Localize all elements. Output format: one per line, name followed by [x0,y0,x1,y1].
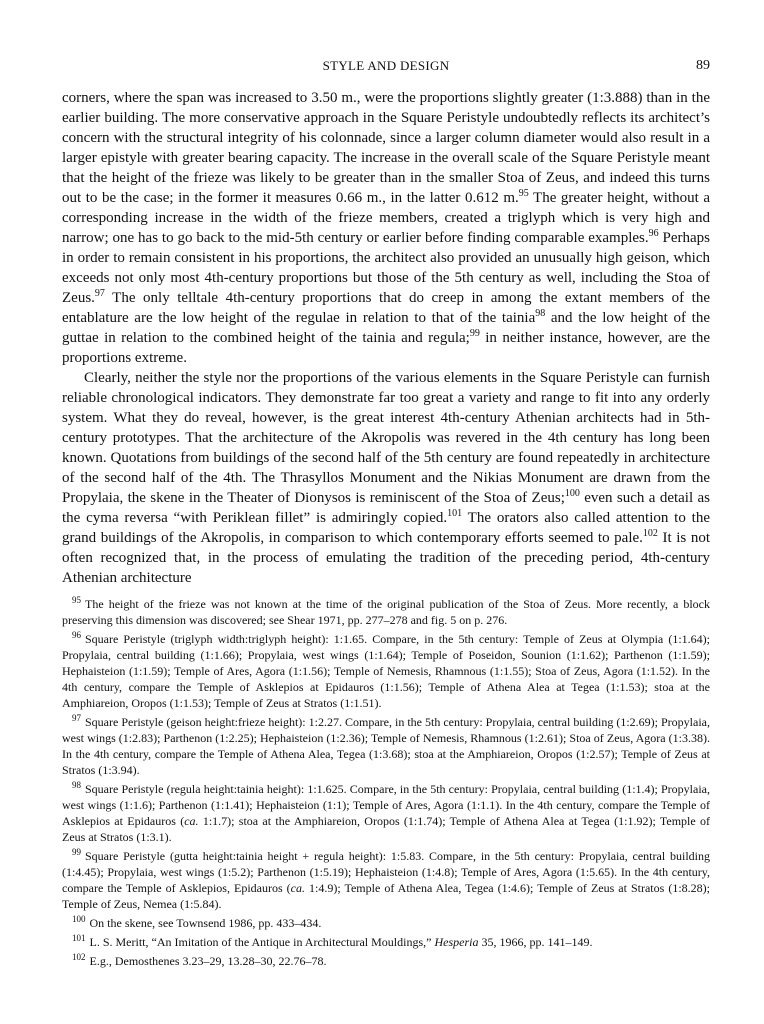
footnote-number: 96 [72,630,81,640]
paragraph-2 [62,368,710,588]
text-run: 1:1.7); stoa at the Amphiareion, Oropos (1:1.74); Temple of Athena Alea at Tegea (1:1.92); Temple of Zeus at Stratos (1:3.1). [62,814,711,844]
text-run: even such a detail as the cyma reversa “with Periklean fillet” is admiringly copied. [62,490,711,526]
footnote [62,915,710,931]
footnote-number: 100 [72,914,86,924]
footnote-ref[interactable]: 101 [447,508,463,519]
footnote-ref[interactable]: 95 [518,188,529,199]
text-run: Square Peristyle (regula height:tainia height): 1:1.625. Compare, in the 5th century: Propylaia, central building (1:1.4); Propylaia, west wings (1:1.6); Parthenon (1:1.41); Hephaisteion (1:1); Temple of Ares, Agora (1:1.1). In the 4th century, compare the Temple of Asklepios at Epidauros ( [62,782,710,828]
footnote [62,714,710,778]
text-run: 1:4.9); Temple of Athena Alea, Tegea (1:4.6); Temple of Zeus at Stratos (1:8.28); Temple of Zeus, Nemea (1:5.84). [62,881,710,911]
footnote-ref[interactable]: 97 [94,288,105,299]
text-run: corners, where the span was increased to 3.50 m., were the proportions slightly greater (1:3.888) than in the earlier building. The more conservative approach in the Square Peristyle undoubtedly reflects its architect’s concern with the structural integrity of his colonnade, since a larger column diameter would also result in a larger epistyle with greater bearing capacity. The increase in the overall scale of the Square Peristyle meant that the height of the frieze was likely to be greater than in the smaller Stoa of Zeus, and indeed this turns out to be the case; in the former it measures 0.66 m., in the latter 0.612 m. [62,90,710,206]
footnote [62,934,710,950]
footnote [62,953,710,969]
text-run: in neither instance, however, are the proportions extreme. [62,330,711,366]
footnote-ref[interactable]: 100 [564,488,580,499]
text-run: On the skene, see Townsend 1986, pp. 433–434. [89,916,322,930]
text-run: The orators also called attention to the grand buildings of the Akropolis, in comparison to which contemporary efforts seemed to pale. [62,510,710,546]
text-run: The height of the frieze was not known at the time of the original publication of the Stoa of Zeus. More recently, a block preserving this dimension was discovered; see Shear 1971, pp. 277–278 and fig. 5 on p. 276. [62,597,710,627]
text-run: E.g., Demosthenes 3.23–29, 13.28–30, 22.76–78. [89,954,327,968]
text-run: Square Peristyle (gutta height:tainia height + regula height): 1:5.83. Compare, in the 5th century: Propylaia, central building (1:4.45); Propylaia, west wings (1:5.2); Parthenon (1:5.19); Hephaisteion (1:4.8); Temple of Ares, Agora (1:5.65). In the 4th century, compare the Temple of Asklepios, Epidauros ( [62,849,710,895]
footnote-ref[interactable]: 96 [648,228,659,239]
text-run: L. S. Meritt, “An Imitation of the Antique in Architectural Mouldings,” [89,935,435,949]
text-run: and the low height of the guttae in relation to the combined height of the tainia and regula; [62,310,710,346]
footnotes [62,596,710,972]
italic-text: ca. [290,881,305,895]
text-run: It is not often recognized that, in the process of emulating the tradition of the preceding period, 4th-century Athenian architecture [62,530,711,586]
italic-text: ca. [184,814,199,828]
footnote [62,781,710,845]
paragraph-1 [62,88,710,368]
text-run: Clearly, neither the style nor the proportions of the various elements in the Square Peristyle can furnish reliable chronological indicators. They demonstrate far too great a variety and range to fit into any orderly system. What they do reveal, however, is the great interest 4th-century Athenian architects had in 5th-century prototypes. That the architecture of the Akropolis was revered in the 4th century has long been known. Quotations from buildings of the second half of the 5th century are found repeatedly in architecture of the second half of the 4th. The Thrasyllos Monument and the Nikias Monument are drawn from the Propylaia, the skene in the Theater of Dionysos is reminiscent of the Stoa of Zeus; [62,370,710,506]
footnote [62,848,710,912]
footnote-number: 95 [72,595,81,605]
footnote-number: 97 [72,713,81,723]
text-run: The greater height, without a corresponding increase in the width of the frieze members, created a triglyph which is very high and narrow; one has to go back to the mid-5th century or earlier before finding comparable examples. [62,190,710,246]
body-text [62,88,710,588]
page-number: 89 [696,58,710,73]
running-head: STYLE AND DESIGN [322,58,450,73]
footnote-number: 101 [72,933,86,943]
footnote [62,631,710,711]
page-header [62,58,710,78]
text-run: The only telltale 4th-century proportions that do creep in among the extant members of the entablature are the low height of the regulae in relation to that of the tainia [62,290,710,326]
text-run: Square Peristyle (triglyph width:triglyph height): 1:1.65. Compare, in the 5th century: Temple of Zeus at Olympia (1:1.64); Propylaia, central building (1:1.66); Propylaia, west wings (1:1.64); Temple of Poseidon, Sounion (1:1.62); Parthenon (1:1.59); Hephaisteion (1:1.59); Temple of Ares, Agora (1:1.56); Temple of Nemesis, Rhamnous (1:1.55); Stoa of Zeus, Agora (1:1.52). In the 4th century, compare the Temple of Asklepios at Epidauros (1:1.56); Temple of Athena Alea at Tegea (1:1.53); stoa at the Amphiareion, Oropos (1:1.53); Temple of Zeus at Stratos (1:1.51). [62,632,710,710]
text-run: 35, 1966, pp. 141–149. [478,935,593,949]
italic-text: Hesperia [434,935,479,949]
text-run: Perhaps in order to remain consistent in his proportions, the architect also provided an unusually high geison, which exceeds not only most 4th-century proportions but those of the 5th century as well, including the Stoa of Zeus. [62,230,710,306]
footnote [62,596,710,628]
footnote-number: 98 [72,780,81,790]
footnote-number: 99 [72,847,81,857]
text-run: Square Peristyle (geison height:frieze height): 1:2.27. Compare, in the 5th century: Propylaia, central building (1:2.69); Propylaia, west wings (1:2.83); Parthenon (1:2.25); Hephaisteion (1:2.36); Temple of Nemesis, Rhamnous (1:2.61); Stoa of Zeus, Agora (1:3.38). In the 4th century, compare the Temple of Athena Alea, Tegea (1:3.68); stoa at the Amphiareion, Oropos (1:2.57); Temple of Zeus at Stratos (1:3.94). [62,715,710,777]
footnote-ref[interactable]: 99 [469,328,480,339]
footnote-number: 102 [72,952,86,962]
footnote-ref[interactable]: 102 [642,528,658,539]
footnote-ref[interactable]: 98 [535,308,546,319]
